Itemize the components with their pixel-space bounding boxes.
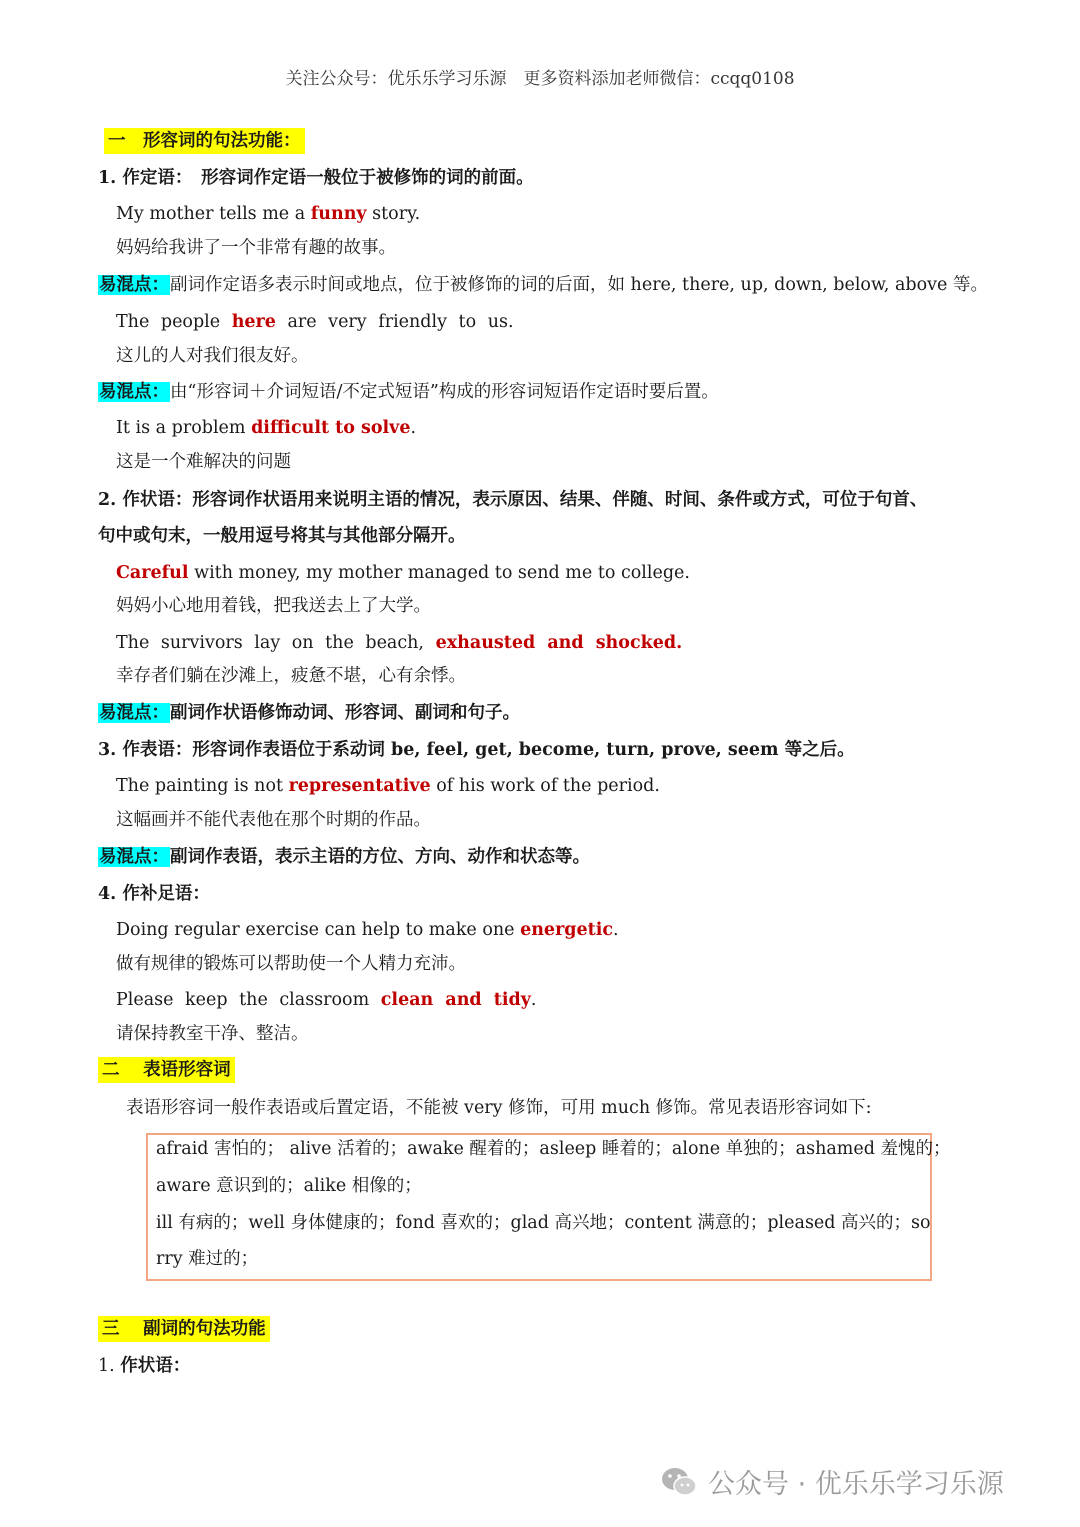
p4-heading: 4. 作补足语： <box>98 884 210 904</box>
p2-ex2-highlight: exhausted and shocked. <box>435 633 683 653</box>
p2-ex2-pre: The survivors lay on the beach, <box>116 633 436 653</box>
section3-p1-heading <box>98 1354 190 1378</box>
p3-ex1-highlight: representative <box>288 776 431 796</box>
note-label: 易混点： <box>99 275 169 295</box>
wechat-icon <box>660 1466 698 1498</box>
p3-heading: 3. 作表语：形容词作表语位于系动词 be, feel, get, become, turn, prove, seem 等之后。 <box>98 740 855 760</box>
section3-p1-number: 1. <box>98 1356 121 1376</box>
p4-example2 <box>116 988 536 1012</box>
p4-example2-cn: 请保持教室干净、整洁。 <box>116 1024 309 1044</box>
p4-ex2-highlight: clean and tidy <box>380 990 531 1010</box>
note-label: 易混点： <box>99 847 169 867</box>
p4-example1 <box>116 918 619 942</box>
p1-note1 <box>98 273 988 297</box>
section1-title-text: 一 形容词的句法功能： <box>104 128 305 154</box>
p1-heading: 1. 作定语： 形容词作定语一般位于被修饰的词的前面。 <box>98 168 534 188</box>
p2-note <box>98 701 520 725</box>
section3-title-text: 三 副词的句法功能 <box>98 1316 270 1342</box>
note-text: 副词作表语，表示主语的方位、方向、动作和状态等。 <box>170 847 590 867</box>
p2-example2 <box>116 631 682 655</box>
p4-ex1-highlight: energetic <box>520 920 614 940</box>
p2-ex1-highlight: Careful <box>116 563 189 583</box>
note-label: 易混点： <box>99 382 169 402</box>
section2-title <box>98 1057 235 1083</box>
p1-note2 <box>98 380 719 404</box>
p2-heading-line2: 句中或句末，一般用逗号将其与其他部分隔开。 <box>98 526 466 546</box>
p1-example3-cn: 这是一个难解决的问题 <box>116 452 291 472</box>
p3-example1-cn: 这幅画并不能代表他在那个时期的作品。 <box>116 810 431 830</box>
p4-ex2-post: . <box>530 990 537 1010</box>
p1-ex1-pre: My mother tells me a <box>116 204 311 224</box>
page-header: 关注公众号：优乐乐学习乐源 更多资料添加老师微信：ccqq0108 <box>285 69 795 89</box>
p4-ex1-pre: Doing regular exercise can help to make one <box>116 920 521 940</box>
p1-ex2-pre: The people <box>116 312 232 332</box>
p2-example1-cn: 妈妈小心地用着钱，把我送去上了大学。 <box>116 596 431 616</box>
p2-example1 <box>116 561 690 585</box>
p4-ex2-pre: Please keep the classroom <box>116 990 381 1010</box>
p1-ex1-highlight: funny <box>310 204 367 224</box>
p1-example2 <box>116 310 514 334</box>
predicative-adjective-list-box <box>146 1133 951 1281</box>
section3-p1-text: 作状语： <box>120 1356 191 1376</box>
p1-example2-cn: 这儿的人对我们很友好。 <box>116 346 309 366</box>
watermark <box>660 1462 1004 1501</box>
p1-ex1-post: story. <box>366 204 421 224</box>
p3-ex1-pre: The painting is not <box>116 776 289 796</box>
p3-note <box>98 845 590 869</box>
p1-ex3-pre: It is a problem <box>116 418 252 438</box>
box-line: ill 有病的；well 身体健康的；fond 喜欢的；glad 高兴地；content 满意的；pleased 高兴的；so <box>156 1213 931 1233</box>
box-line: afraid 害怕的； alive 活着的；awake 醒着的；asleep 睡着的；alone 单独的；ashamed 羞愧的； <box>156 1139 951 1159</box>
p1-ex2-post: are very friendly to us. <box>275 312 514 332</box>
note-text: 副词作状语修饰动词、形容词、副词和句子。 <box>170 703 520 723</box>
p2-ex1-post: with money, my mother managed to send me to college. <box>188 563 690 583</box>
section2-intro: 表语形容词一般作表语或后置定语，不能被 very 修饰，可用 much 修饰。常见表语形容词如下: <box>126 1098 872 1118</box>
note-text: 由“形容词＋介词短语/不定式短语”构成的形容词短语作定语时要后置。 <box>170 382 719 402</box>
box-line: aware 意识到的；alike 相像的； <box>156 1176 422 1196</box>
section2-title-text: 二 表语形容词 <box>98 1057 235 1083</box>
p2-heading-line1: 2. 作状语：形容词作状语用来说明主语的情况，表示原因、结果、伴随、时间、条件或方式，可位于句首、 <box>98 490 928 510</box>
p2-example2-cn: 幸存者们躺在沙滩上，疲惫不堪，心有余悸。 <box>116 666 466 686</box>
p4-ex1-post: . <box>613 920 619 940</box>
p4-example1-cn: 做有规律的锻炼可以帮助使一个人精力充沛。 <box>116 954 466 974</box>
note-label: 易混点： <box>99 703 169 723</box>
p1-example3 <box>116 416 416 440</box>
p1-ex3-highlight: difficult to solve <box>251 418 411 438</box>
watermark-text: 公众号 · 优乐乐学习乐源 <box>708 1469 1004 1500</box>
p1-example1-cn: 妈妈给我讲了一个非常有趣的故事。 <box>116 238 396 258</box>
p3-example1 <box>116 774 660 798</box>
note-text: 副词作定语多表示时间或地点，位于被修饰的词的后面，如 here, there, up, down, below, above 等。 <box>170 275 988 295</box>
p1-example1 <box>116 202 420 226</box>
p1-ex2-highlight: here <box>231 312 276 332</box>
box-line: rry 难过的； <box>156 1249 259 1269</box>
section3-title <box>98 1316 270 1342</box>
p1-ex3-post: . <box>410 418 417 438</box>
section1-title <box>104 128 305 154</box>
p3-ex1-post: of his work of the period. <box>430 776 660 796</box>
